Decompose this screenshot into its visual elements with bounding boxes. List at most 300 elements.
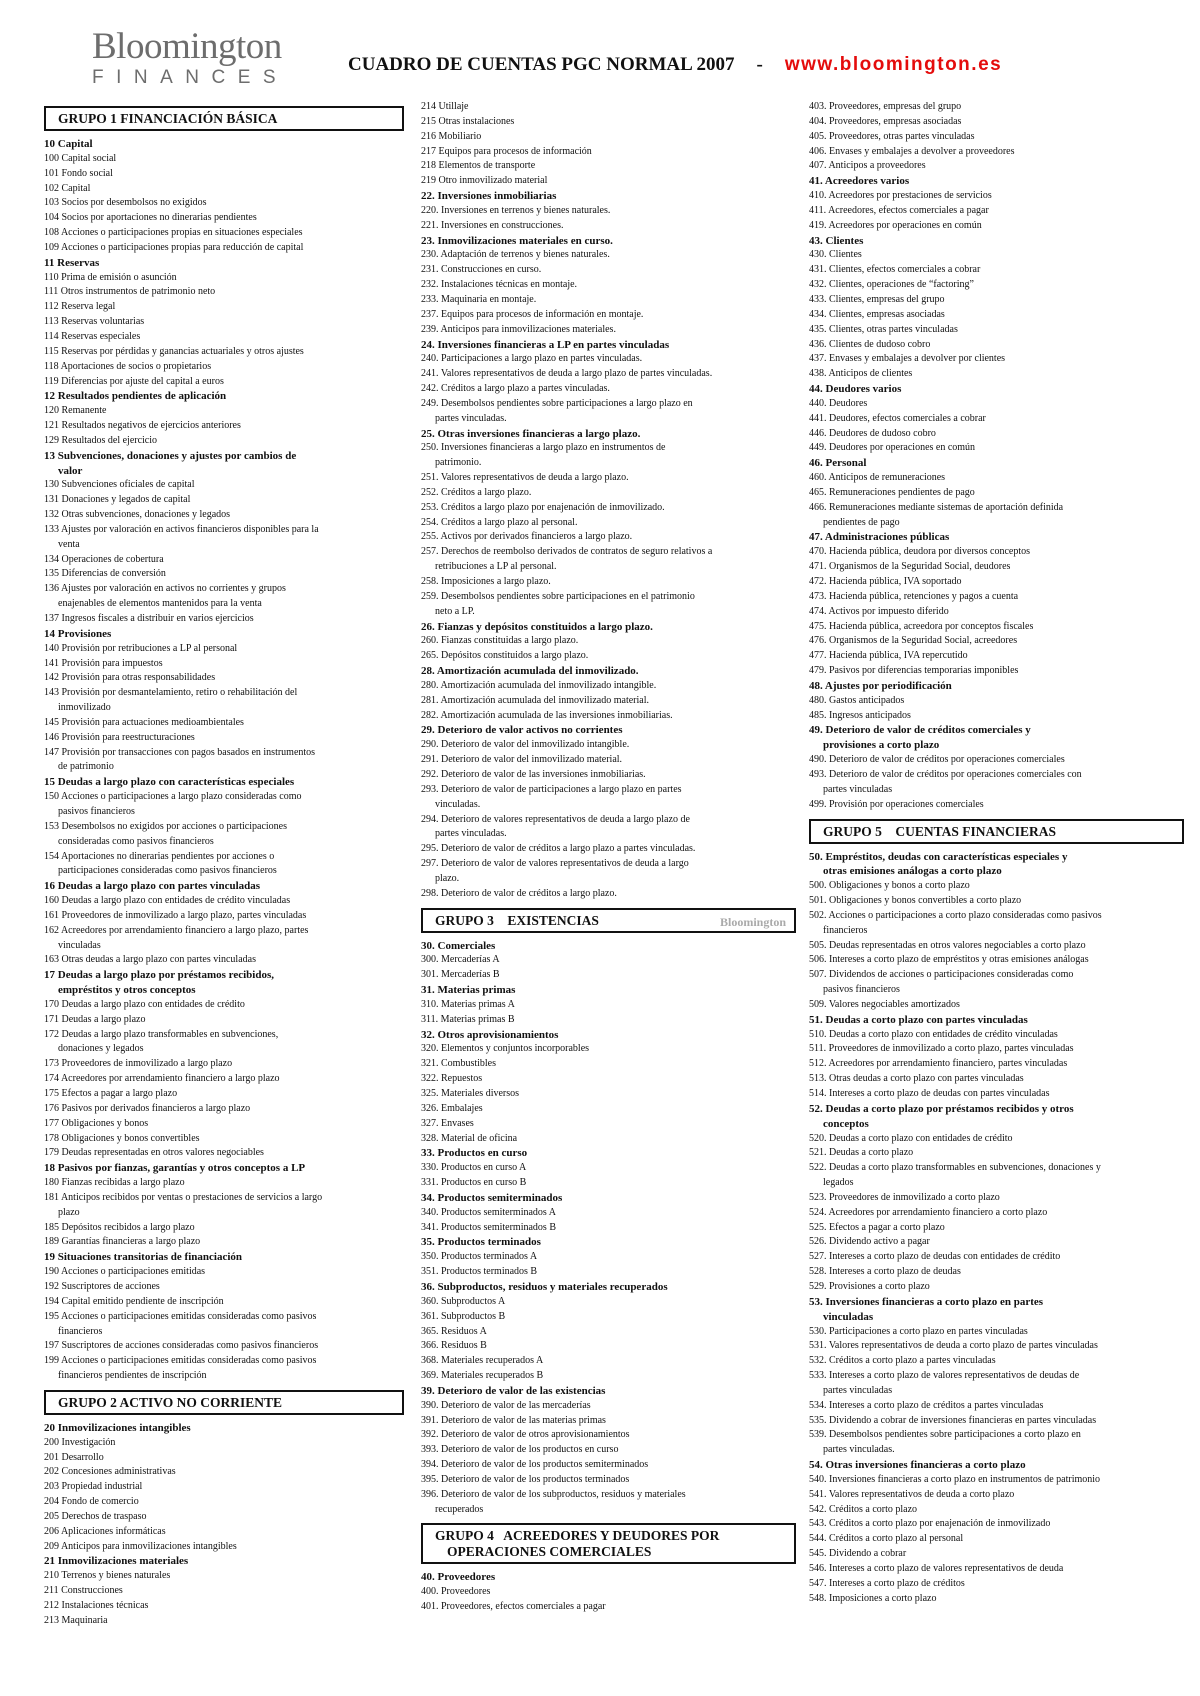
account-line: 301. Mercaderías B: [421, 969, 500, 981]
account-line: 369. Materiales recuperados B: [421, 1370, 544, 1382]
account-line: 446. Deudores de dudoso cobro: [809, 427, 936, 439]
account-heading: conceptos: [823, 1117, 869, 1130]
column-2: [421, 100, 796, 1615]
account-heading: 22. Inversiones inmobiliarias: [421, 190, 557, 203]
account-line: 176 Pasivos por derivados financieros a largo plazo: [44, 1102, 251, 1114]
account-line: 330. Productos en curso A: [421, 1162, 527, 1174]
account-line: 219 Otro inmovilizado material: [421, 175, 548, 187]
website-link[interactable]: www.bloomington.es: [784, 54, 1003, 75]
account-line: 120 Remanente: [44, 405, 107, 417]
account-line: 465. Remuneraciones pendientes de pago: [809, 486, 975, 498]
account-heading: empréstitos y otros conceptos: [58, 984, 196, 997]
account-line: 119 Diferencias por ajuste del capital a euros: [44, 375, 224, 387]
account-line: 104 Socios por aportaciones no dinerarias pendientes: [44, 212, 257, 224]
account-line: 142 Provisión para otras responsabilidades: [44, 672, 216, 684]
account-heading: 26. Fianzas y depósitos constituidos a largo plazo.: [421, 620, 653, 633]
account-heading: 16 Deudas a largo plazo con partes vinculadas: [44, 880, 261, 893]
account-line: 135 Diferencias de conversión: [44, 568, 166, 580]
account-line: 310. Materias primas A: [421, 998, 515, 1010]
group-title: GRUPO 3 EXISTENCIAS: [435, 912, 599, 928]
account-line: 535. Dividendo a cobrar de inversiones financieras en partes vinculadas: [809, 1414, 1097, 1426]
account-line: 136 Ajustes por valoración en activos no corrientes y grupos: [44, 583, 286, 595]
account-line: 100 Capital social: [44, 152, 117, 164]
account-line: 214 Utillaje: [421, 101, 469, 112]
account-line: 539. Desembolsos pendientes sobre participaciones a corto plazo en: [809, 1429, 1081, 1441]
account-line: 395. Deterioro de valor de los productos terminados: [421, 1473, 630, 1485]
title-separator: -: [756, 54, 763, 75]
account-line: 524. Acreedores por arrendamiento financiero a corto plazo: [809, 1206, 1048, 1218]
account-line: 181 Anticipos recibidos por ventas o prestaciones de servicios a largo: [44, 1191, 323, 1203]
account-line: vinculadas.: [435, 798, 481, 810]
account-line: 392. Deterioro de valor de otros aprovisionamientos: [421, 1429, 630, 1441]
account-line: 192 Suscriptores de acciones: [44, 1280, 160, 1292]
account-heading: 48. Ajustes por periodificación: [809, 679, 952, 692]
account-heading: 10 Capital: [44, 138, 93, 150]
account-heading: 39. Deterioro de valor de las existencias: [421, 1384, 606, 1397]
account-line: 290. Deterioro de valor del inmovilizado intangible.: [421, 739, 630, 751]
account-line: partes vinculadas: [823, 783, 893, 795]
account-line: 360. Subproductos A: [421, 1295, 506, 1307]
account-line: 141 Provisión para impuestos: [44, 657, 163, 669]
account-line: 433. Clientes, empresas del grupo: [809, 293, 945, 305]
account-heading: 36. Subproductos, residuos y materiales recuperados: [421, 1280, 668, 1293]
account-line: 260. Fianzas constituidas a largo plazo.: [421, 635, 579, 647]
account-line: 470. Hacienda pública, deudora por diversos conceptos: [809, 546, 1031, 558]
account-line: 140 Provisión por retribuciones a LP al personal: [44, 642, 238, 654]
account-line: 438. Anticipos de clientes: [809, 368, 913, 380]
account-heading: 20 Inmovilizaciones intangibles: [44, 1421, 191, 1434]
account-line: 172 Deudas a largo plazo transformables en subvenciones,: [44, 1028, 279, 1040]
account-line: 351. Productos terminados B: [421, 1266, 538, 1278]
account-line: 500. Obligaciones y bonos a corto plazo: [809, 880, 970, 892]
account-line: 401. Proveedores, efectos comerciales a pagar: [421, 1601, 606, 1613]
account-line: 534. Intereses a corto plazo de créditos a partes vinculadas: [809, 1399, 1044, 1411]
account-line: 206 Aplicaciones informáticas: [44, 1525, 166, 1537]
group-title: GRUPO 4 ACREEDORES Y DEUDORES POR: [435, 1528, 720, 1544]
account-line: 368. Materiales recuperados A: [421, 1355, 544, 1367]
account-line: 476. Organismos de la Seguridad Social, acreedores: [809, 635, 1018, 647]
account-line: partes vinculadas.: [823, 1444, 895, 1456]
account-heading: 34. Productos semiterminados: [421, 1191, 563, 1204]
account-line: retribuciones a LP al personal.: [435, 561, 557, 573]
account-heading: 31. Materias primas: [421, 984, 516, 997]
account-line: 297. Deterioro de valor de valores representativos de deuda a largo: [421, 858, 689, 870]
account-line: partes vinculadas: [823, 1384, 893, 1396]
account-line: vinculadas: [58, 939, 101, 951]
account-line: 113 Reservas voluntarias: [44, 316, 145, 328]
account-line: 112 Reserva legal: [44, 301, 116, 313]
account-heading: 24. Inversiones financieras a LP en partes vinculadas: [421, 338, 670, 351]
account-line: pasivos financieros: [823, 984, 900, 996]
account-line: 215 Otras instalaciones: [421, 115, 515, 127]
account-line: venta: [58, 538, 80, 550]
account-line: 103 Socios por desembolsos no exigidos: [44, 197, 207, 209]
account-heading: 50. Empréstitos, deudas con características especiales y: [809, 850, 1068, 863]
account-heading: 14 Provisiones: [44, 627, 112, 640]
account-line: de patrimonio: [58, 761, 114, 773]
account-line: participaciones consideradas como pasivos financieros: [58, 865, 277, 877]
account-line: 217 Equipos para procesos de información: [421, 145, 592, 157]
account-heading: 32. Otros aprovisionamientos: [421, 1028, 559, 1041]
account-line: 477. Hacienda pública, IVA repercutido: [809, 650, 968, 662]
account-line: 322. Repuestos: [421, 1073, 483, 1085]
account-line: consideradas como pasivos financieros: [58, 835, 214, 847]
account-line: 365. Residuos A: [421, 1325, 487, 1337]
group-header: [44, 1390, 404, 1415]
account-line: 137 Ingresos fiscales a distribuir en varios ejercicios: [44, 613, 254, 624]
account-line: 179 Deudas representadas en otros valores negociables: [44, 1147, 264, 1159]
account-line: 404. Proveedores, empresas asociadas: [809, 115, 962, 127]
page-header: [0, 0, 1200, 100]
account-heading: 30. Comerciales: [421, 939, 496, 952]
account-heading: 44. Deudores varios: [809, 383, 902, 396]
account-heading: vinculadas: [823, 1310, 874, 1323]
account-line: 250. Inversiones financieras a largo plazo en instrumentos de: [421, 442, 666, 454]
group-header: [809, 819, 1184, 844]
account-heading: 28. Amortización acumulada del inmovilizado.: [421, 665, 639, 678]
account-heading: 47. Administraciones públicas: [809, 531, 950, 544]
account-line: 162 Acreedores por arrendamiento financiero a largo plazo, partes: [44, 924, 309, 936]
account-line: 514. Intereses a corto plazo de deudas con partes vinculadas: [809, 1088, 1050, 1099]
account-heading: otras emisiones análogas a corto plazo: [823, 865, 1002, 878]
account-line: 232. Instalaciones técnicas en montaje.: [421, 279, 578, 291]
account-line: 216 Mobiliario: [421, 130, 482, 142]
account-line: 361. Subproductos B: [421, 1310, 506, 1322]
account-line: 547. Intereses a corto plazo de créditos: [809, 1577, 965, 1589]
account-heading: 49. Deterioro de valor de créditos comerciales y: [809, 724, 1031, 737]
account-line: 394. Deterioro de valor de los productos semiterminados: [421, 1459, 649, 1471]
account-line: 472. Hacienda pública, IVA soportado: [809, 576, 962, 587]
account-line: 110 Prima de emisión o asunción: [44, 271, 177, 283]
account-line: 295. Deterioro de valor de créditos a largo plazo a partes vinculadas.: [421, 843, 696, 855]
account-line: 220. Inversiones en terrenos y bienes naturales.: [421, 204, 611, 216]
account-line: enajenables de elementos mantenidos para la venta: [58, 598, 262, 610]
account-line: 509. Valores negociables amortizados: [809, 998, 960, 1010]
account-line: partes vinculadas.: [435, 828, 507, 840]
account-line: recuperados: [435, 1503, 484, 1515]
account-line: 108 Acciones o participaciones propias en situaciones especiales: [44, 227, 303, 239]
account-line: 204 Fondo de comercio: [44, 1496, 139, 1508]
account-line: 485. Ingresos anticipados: [809, 709, 911, 721]
account-line: 532. Créditos a corto plazo a partes vinculadas: [809, 1355, 996, 1367]
account-line: 541. Valores representativos de deuda a corto plazo: [809, 1488, 1015, 1500]
account-line: 195 Acciones o participaciones emitidas consideradas como pasivos: [44, 1310, 317, 1322]
account-line: 480. Gastos anticipados: [809, 694, 905, 706]
account-line: 293. Deterioro de valor de participaciones a largo plazo en partes: [421, 783, 682, 795]
account-line: 240. Participaciones a largo plazo en partes vinculadas.: [421, 353, 643, 365]
account-line: 101 Fondo social: [44, 167, 113, 179]
account-line: 350. Productos terminados A: [421, 1251, 538, 1263]
account-line: 173 Proveedores de inmovilizado a largo plazo: [44, 1058, 233, 1070]
account-line: 194 Capital emitido pendiente de inscripción: [44, 1295, 224, 1307]
account-line: 178 Obligaciones y bonos convertibles: [44, 1132, 200, 1144]
account-line: 174 Acreedores por arrendamiento financiero a largo plazo: [44, 1073, 280, 1085]
account-line: 526. Dividendo activo a pagar: [809, 1236, 930, 1248]
account-line: donaciones y legados: [58, 1043, 144, 1055]
account-heading: 46. Personal: [809, 457, 867, 470]
account-line: 501. Obligaciones y bonos convertibles a corto plazo: [809, 895, 1022, 907]
account-heading: 21 Inmovilizaciones materiales: [44, 1555, 189, 1568]
group-header: [44, 106, 404, 131]
account-line: pendientes de pago: [823, 516, 900, 528]
account-line: 254. Créditos a largo plazo al personal.: [421, 516, 578, 528]
account-heading: 51. Deudas a corto plazo con partes vinculadas: [809, 1013, 1028, 1026]
account-line: 170 Deudas a largo plazo con entidades de crédito: [44, 998, 245, 1010]
account-line: 522. Deudas a corto plazo transformables en subvenciones, donaciones y: [809, 1162, 1101, 1174]
account-line: 475. Hacienda pública, acreedora por conceptos fiscales: [809, 620, 1034, 632]
account-line: 400. Proveedores: [421, 1586, 491, 1598]
account-heading: 12 Resultados pendientes de aplicación: [44, 390, 227, 403]
account-line: 143 Provisión por desmantelamiento, retiro o rehabilitación del: [44, 687, 298, 699]
account-line: 249. Desembolsos pendientes sobre participaciones a largo plazo en: [421, 397, 693, 409]
account-line: 471. Organismos de la Seguridad Social, deudores: [809, 561, 1011, 573]
account-line: 510. Deudas a corto plazo con entidades de crédito vinculadas: [809, 1028, 1058, 1040]
account-line: 432. Clientes, operaciones de “factoring”: [809, 279, 974, 291]
account-line: 281. Amortización acumulada del inmovilizado material.: [421, 694, 649, 706]
account-line: 258. Imposiciones a largo plazo.: [421, 576, 551, 587]
account-line: 203 Propiedad industrial: [44, 1481, 143, 1493]
account-line: 255. Activos por derivados financieros a largo plazo.: [421, 531, 633, 543]
account-line: 115 Reservas por pérdidas y ganancias actuariales y otros ajustes: [44, 345, 304, 357]
account-line: 499. Provisión por operaciones comerciales: [809, 798, 984, 810]
account-line: 311. Materias primas B: [421, 1013, 515, 1025]
account-heading: 18 Pasivos por fianzas, garantías y otros conceptos a LP: [44, 1162, 306, 1175]
account-line: 131 Donaciones y legados de capital: [44, 494, 191, 506]
account-heading: 40. Proveedores: [421, 1571, 496, 1584]
account-line: 241. Valores representativos de deuda a largo plazo de partes vinculadas.: [421, 368, 713, 380]
account-line: 393. Deterioro de valor de los productos en curso: [421, 1444, 619, 1456]
account-line: 527. Intereses a corto plazo de deudas con entidades de crédito: [809, 1251, 1061, 1263]
account-line: patrimonio.: [435, 457, 482, 469]
account-line: 134 Operaciones de cobertura: [44, 553, 164, 565]
account-line: 437. Envases y embalajes a devolver por clientes: [809, 353, 1006, 365]
account-heading: 23. Inmovilizaciones materiales en curso.: [421, 234, 613, 247]
account-line: inmovilizado: [58, 702, 111, 714]
account-heading: 25. Otras inversiones financieras a largo plazo.: [421, 427, 641, 440]
account-line: 175 Efectos a pagar a largo plazo: [44, 1088, 178, 1099]
account-heading: provisiones a corto plazo: [823, 739, 940, 752]
account-line: financieros: [823, 924, 868, 936]
account-line: 190 Acciones o participaciones emitidas: [44, 1266, 206, 1278]
account-line: 177 Obligaciones y bonos: [44, 1117, 149, 1129]
account-line: 466. Remuneraciones mediante sistemas de aportación definida: [809, 501, 1064, 513]
account-line: 493. Deterioro de valor de créditos por operaciones comerciales con: [809, 768, 1082, 780]
title-text: CUADRO DE CUENTAS PGC NORMAL 2007: [348, 54, 735, 75]
account-line: 129 Resultados del ejercicio: [44, 434, 158, 446]
account-line: 405. Proveedores, otras partes vinculadas: [809, 130, 975, 142]
account-line: 396. Deterioro de valor de los subproductos, residuos y materiales: [421, 1488, 686, 1500]
account-line: 132 Otras subvenciones, donaciones y legados: [44, 509, 231, 521]
account-line: 545. Dividendo a cobrar: [809, 1548, 907, 1560]
account-line: 163 Otras deudas a largo plazo con partes vinculadas: [44, 954, 256, 966]
account-line: 145 Provisión para actuaciones medioambientales: [44, 716, 244, 728]
account-line: 403. Proveedores, empresas del grupo: [809, 101, 962, 112]
account-heading: 13 Subvenciones, donaciones y ajustes por cambios de: [44, 449, 297, 462]
account-line: 154 Aportaciones no dinerarias pendientes por acciones o: [44, 850, 275, 862]
account-heading: 35. Productos terminados: [421, 1236, 541, 1249]
account-line: 325. Materiales diversos: [421, 1088, 520, 1099]
group-title: GRUPO 5 CUENTAS FINANCIERAS: [823, 823, 1057, 839]
account-line: 257. Derechos de reembolso derivados de contratos de seguro relativos a: [421, 546, 713, 558]
account-heading: 52. Deudas a corto plazo por préstamos recibidos y otros: [809, 1102, 1074, 1115]
account-line: 512. Acreedores por arrendamiento financiero, partes vinculadas: [809, 1058, 1068, 1070]
account-line: 259. Desembolsos pendientes sobre participaciones en el patrimonio: [421, 590, 695, 602]
account-line: 327. Envases: [421, 1117, 474, 1129]
account-line: 237. Equipos para procesos de información en montaje.: [421, 308, 644, 320]
account-line: 280. Amortización acumulada del inmovilizado intangible.: [421, 679, 657, 691]
account-line: 265. Depósitos constituidos a largo plazo.: [421, 650, 589, 662]
column-3: [809, 100, 1184, 1607]
account-line: 474. Activos por impuesto diferido: [809, 605, 949, 617]
account-line: financieros: [58, 1325, 103, 1337]
account-line: 200 Investigación: [44, 1436, 116, 1448]
account-line: 331. Productos en curso B: [421, 1177, 527, 1189]
account-line: 161 Proveedores de inmovilizado a largo plazo, partes vinculadas: [44, 909, 307, 921]
account-line: 233. Maquinaria en montaje.: [421, 293, 537, 305]
account-line: 109 Acciones o participaciones propias para reducción de capital: [44, 241, 304, 253]
group-header: [421, 1523, 796, 1564]
document-title: [348, 54, 1002, 76]
account-line: 320. Elementos y conjuntos incorporables: [421, 1043, 590, 1055]
account-line: 505. Deudas representadas en otros valores negociables a corto plazo: [809, 939, 1086, 951]
account-line: 531. Valores representativos de deuda a corto plazo de partes vinculadas: [809, 1340, 1098, 1352]
account-heading: 43. Clientes: [809, 234, 864, 247]
account-line: partes vinculadas.: [435, 412, 507, 424]
account-line: 321. Combustibles: [421, 1058, 497, 1070]
account-line: 230. Adaptación de terrenos y bienes naturales.: [421, 249, 610, 261]
account-line: 294. Deterioro de valores representativos de deuda a largo plazo de: [421, 813, 690, 825]
account-line: 440. Deudores: [809, 397, 868, 409]
account-heading: 53. Inversiones financieras a corto plazo en partes: [809, 1295, 1044, 1308]
account-line: 189 Garantías financieras a largo plazo: [44, 1236, 201, 1248]
group-header: [421, 908, 796, 933]
account-line: 150 Acciones o participaciones a largo plazo consideradas como: [44, 791, 302, 803]
account-line: 242. Créditos a largo plazo a partes vinculadas.: [421, 383, 610, 395]
account-heading: 29. Deterioro de valor activos no corrientes: [421, 724, 623, 737]
account-line: 430. Clientes: [809, 249, 862, 261]
watermark-logo: Bloomington: [719, 914, 786, 929]
account-line: 102 Capital: [44, 182, 91, 194]
logo-name: Bloomington: [92, 26, 282, 67]
column-1: [44, 100, 404, 1629]
account-line: 298. Deterioro de valor de créditos a largo plazo.: [421, 887, 617, 899]
account-line: 340. Productos semiterminados A: [421, 1206, 556, 1218]
account-line: 253. Créditos a largo plazo por enajenación de inmovilizado.: [421, 501, 665, 513]
account-heading: 11 Reservas: [44, 256, 100, 269]
account-line: 543. Créditos a corto plazo por enajenación de inmovilizado: [809, 1518, 1051, 1530]
account-line: 300. Mercaderías A: [421, 954, 500, 966]
account-line: 114 Reservas especiales: [44, 330, 141, 342]
account-line: 366. Residuos B: [421, 1340, 487, 1352]
account-line: 533. Intereses a corto plazo de valores representativos de deudas de: [809, 1370, 1080, 1382]
account-line: 523. Proveedores de inmovilizado a corto plazo: [809, 1191, 1000, 1203]
account-line: plazo.: [435, 872, 460, 884]
account-line: 185 Depósitos recibidos a largo plazo: [44, 1221, 195, 1233]
account-heading: valor: [58, 464, 83, 477]
account-heading: 33. Productos en curso: [421, 1147, 528, 1160]
account-line: 180 Fianzas recibidas a largo plazo: [44, 1177, 185, 1189]
account-line: 210 Terrenos y bienes naturales: [44, 1570, 171, 1582]
account-line: 326. Embalajes: [421, 1102, 483, 1114]
account-line: 147 Provisión por transacciones con pagos basados en instrumentos: [44, 746, 316, 758]
account-line: neto a LP.: [435, 605, 475, 617]
account-line: 171 Deudas a largo plazo: [44, 1013, 146, 1025]
account-line: 205 Derechos de traspaso: [44, 1510, 147, 1522]
account-line: 341. Productos semiterminados B: [421, 1221, 556, 1233]
group-title: GRUPO 2 ACTIVO NO CORRIENTE: [58, 1394, 283, 1410]
account-line: 529. Provisiones a corto plazo: [809, 1280, 930, 1292]
account-heading: 54. Otras inversiones financieras a corto plazo: [809, 1459, 1026, 1472]
account-line: 530. Participaciones a corto plazo en partes vinculadas: [809, 1325, 1028, 1337]
account-line: 436. Clientes de dudoso cobro: [809, 338, 931, 350]
account-line: 209 Anticipos para inmovilizaciones intangibles: [44, 1540, 237, 1552]
account-line: plazo: [58, 1206, 80, 1218]
account-line: 434. Clientes, empresas asociadas: [809, 308, 945, 320]
account-heading: 41. Acreedores varios: [809, 175, 910, 188]
account-line: 507. Dividendos de acciones o participaciones consideradas como: [809, 969, 1074, 981]
account-line: 218 Elementos de transporte: [421, 160, 536, 172]
account-line: 490. Deterioro de valor de créditos por operaciones comerciales: [809, 754, 1065, 766]
account-line: pasivos financieros: [58, 805, 135, 817]
account-line: 291. Deterioro de valor del inmovilizado material.: [421, 754, 623, 766]
account-line: 502. Acciones o participaciones a corto plazo consideradas como pasivos: [809, 909, 1102, 921]
account-line: 435. Clientes, otras partes vinculadas: [809, 323, 958, 335]
account-line: 212 Instalaciones técnicas: [44, 1600, 149, 1611]
account-line: financieros pendientes de inscripción: [58, 1370, 207, 1382]
account-line: 406. Envases y embalajes a devolver a proveedores: [809, 145, 1015, 157]
account-line: 460. Anticipos de remuneraciones: [809, 472, 946, 484]
account-line: legados: [823, 1177, 854, 1189]
account-line: 390. Deterioro de valor de las mercaderías: [421, 1399, 591, 1411]
account-line: 202 Concesiones administrativas: [44, 1466, 176, 1478]
account-line: 506. Intereses a corto plazo de empréstitos y otras emisiones análogas: [809, 954, 1089, 966]
account-line: 121 Resultados negativos de ejercicios anteriores: [44, 420, 241, 432]
account-line: 146 Provisión para reestructuraciones: [44, 731, 195, 743]
account-line: 197 Suscriptores de acciones consideradas como pasivos financieros: [44, 1340, 319, 1352]
account-line: 520. Deudas a corto plazo con entidades de crédito: [809, 1132, 1013, 1144]
account-heading: 19 Situaciones transitorias de financiación: [44, 1251, 243, 1264]
account-line: 292. Deterioro de valor de las inversiones inmobiliarias.: [421, 768, 646, 780]
logo-subtitle: FINANCES: [92, 67, 289, 88]
group-title-line2: OPERACIONES COMERCIALES: [447, 1544, 652, 1560]
account-line: 511. Proveedores de inmovilizado a corto plazo, partes vinculadas: [809, 1043, 1074, 1055]
account-line: 411. Acreedores, efectos comerciales a pagar: [809, 204, 989, 216]
account-line: 328. Material de oficina: [421, 1132, 518, 1144]
account-heading: 17 Deudas a largo plazo por préstamos recibidos,: [44, 969, 274, 982]
account-line: 251. Valores representativos de deuda a largo plazo.: [421, 472, 629, 484]
account-heading: 15 Deudas a largo plazo con características especiales: [44, 776, 295, 789]
account-line: 199 Acciones o participaciones emitidas consideradas como pasivos: [44, 1355, 317, 1367]
bloomington-logo: [92, 28, 287, 88]
account-line: 521. Deudas a corto plazo: [809, 1147, 914, 1159]
account-line: 130 Subvenciones oficiales de capital: [44, 479, 195, 491]
account-line: 118 Aportaciones de socios o propietarios: [44, 360, 212, 372]
account-line: 513. Otras deudas a corto plazo con partes vinculadas: [809, 1073, 1024, 1085]
account-line: 441. Deudores, efectos comerciales a cobrar: [809, 412, 986, 424]
account-line: 153 Desembolsos no exigidos por acciones o participaciones: [44, 820, 287, 832]
account-line: 252. Créditos a largo plazo.: [421, 486, 532, 498]
account-line: 391. Deterioro de valor de las materias primas: [421, 1414, 606, 1426]
account-line: 221. Inversiones en construcciones.: [421, 219, 564, 231]
account-line: 201 Desarrollo: [44, 1451, 104, 1463]
account-line: 546. Intereses a corto plazo de valores representativos de deuda: [809, 1563, 1064, 1574]
account-line: 525. Efectos a pagar a corto plazo: [809, 1221, 945, 1233]
account-line: 548. Imposiciones a corto plazo: [809, 1592, 937, 1604]
account-line: 231. Construcciones en curso.: [421, 264, 542, 276]
account-line: 410. Acreedores por prestaciones de servicios: [809, 190, 992, 202]
account-line: 111 Otros instrumentos de patrimonio neto: [44, 286, 216, 298]
account-line: 544. Créditos a corto plazo al personal: [809, 1533, 964, 1545]
